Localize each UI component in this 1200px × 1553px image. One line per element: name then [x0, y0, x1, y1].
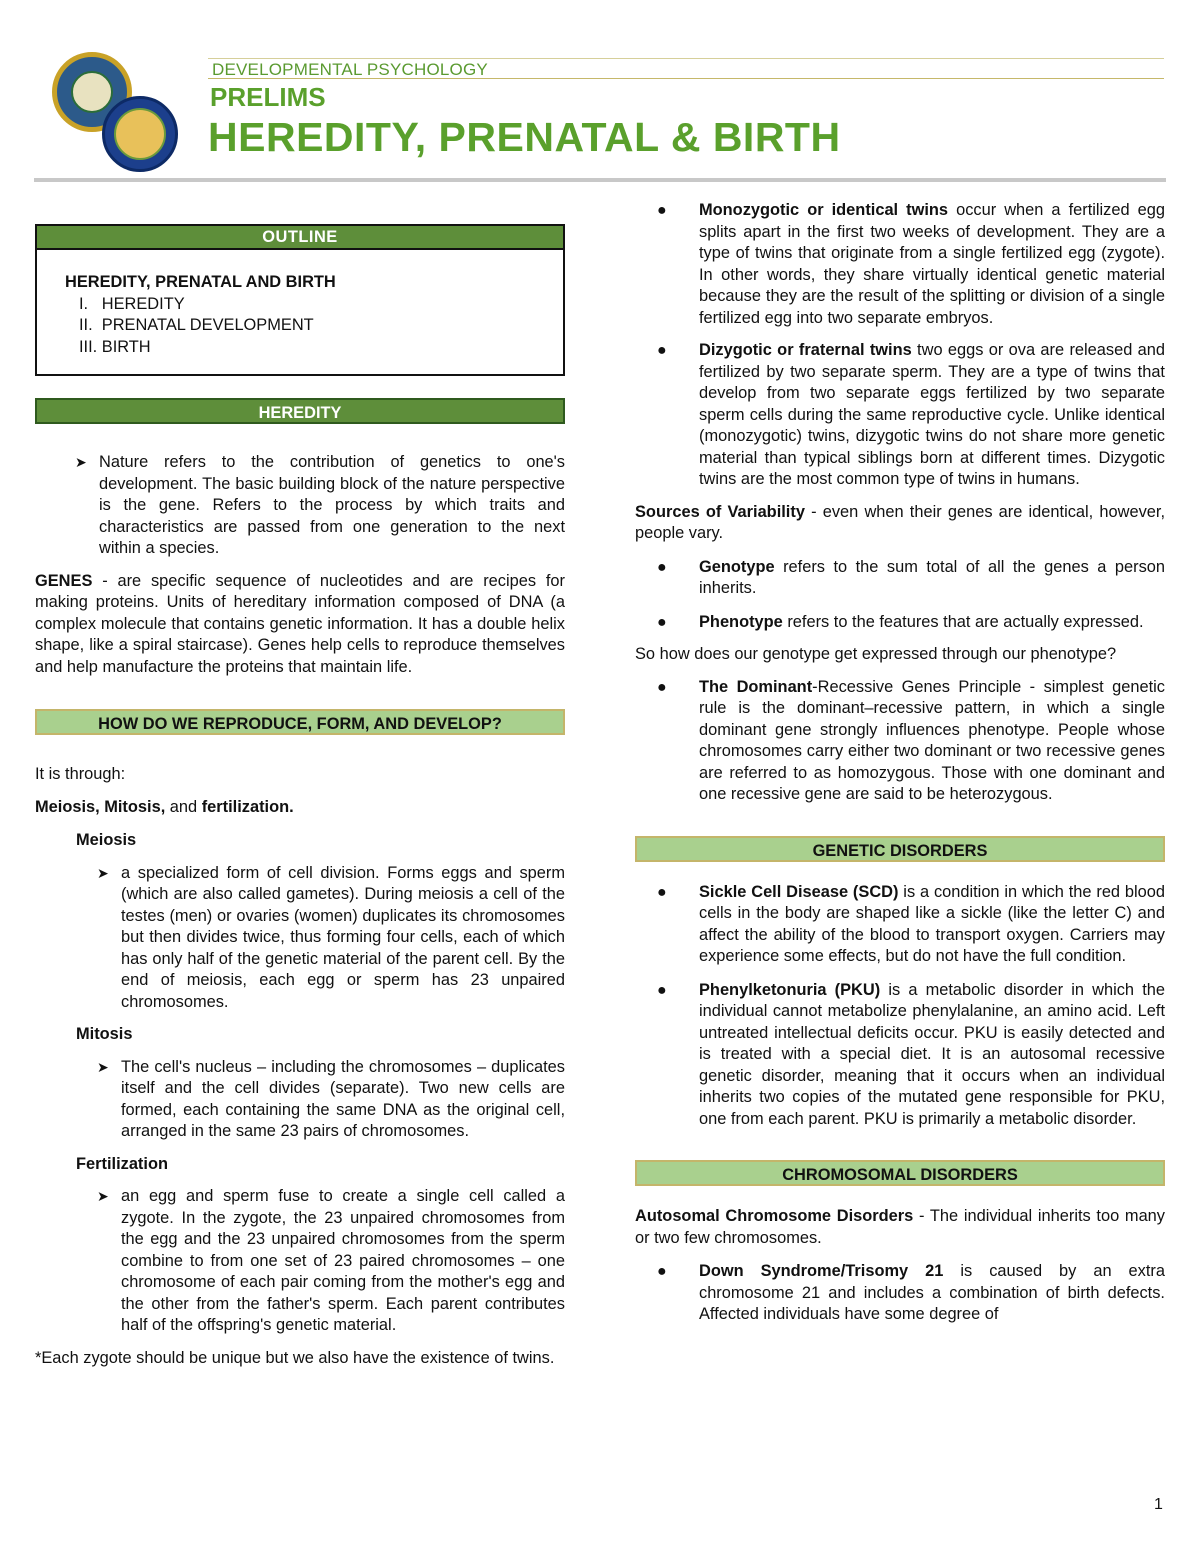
fertilization-heading: Fertilization — [76, 1154, 168, 1173]
bullet-dot-icon: ● — [657, 202, 667, 219]
bullet-dot-icon: ● — [657, 1263, 667, 1280]
autosomal-paragraph: Autosomal Chromosome Disorders - The individual inherits too many or two few chromosomes. — [635, 1207, 1165, 1247]
course-underline — [208, 78, 1164, 79]
term-label: PRELIMS — [210, 82, 326, 112]
down-syndrome-item: ● Down Syndrome/Trisomy 21 is caused by an extra chromosome 21 and includes a combination of birth defects. Affected individuals have some degree of — [657, 1262, 1165, 1323]
fertilization-paragraph: ➤ an egg and sperm fuse to create a single cell called a zygote. In the zygote, the 23 unpaired chromosomes from the egg and the 23 unpaired chromosomes from the sperm combine to from one set of 23 paired chromosomes – one chromosome of each pair coming from the mother's egg and the other from the father's sperm. Each parent contributes half of the offspring's genetic material. — [97, 1187, 565, 1334]
outline-item: I. HEREDITY — [79, 294, 185, 313]
scd-item: ● Sickle Cell Disease (SCD) is a condition in which the red blood cells in the body are shaped like a sickle (like the letter C) and affect the ability of the blood to transport oxygen. Carriers may experience some effects, but do not have the full condition. — [657, 882, 1165, 965]
variability-paragraph: Sources of Variability - even when their genes are identical, however, people vary. — [635, 502, 1166, 542]
meiosis-heading: Meiosis — [76, 831, 137, 849]
bullet-dot-icon: ● — [657, 883, 667, 901]
outline-item: III. BIRTH — [79, 337, 151, 356]
arrow-bullet-icon: ➤ — [97, 1188, 109, 1204]
section-heading-reproduce: HOW DO WE REPRODUCE, FORM, AND DEVELOP? — [35, 709, 565, 735]
dizygotic-item: ● Dizygotic or fraternal twins two eggs or ova are released and fertilized by two separate sperm. They are a type of twins that develop from two separate eggs fertilized by two separate sperm cells during the same reproductive cycle. Unlike identical (monozygotic) twins, dizygotic twins do not share more genetic material than typical siblings born at different times. Dizygotic twins are the most common type of twins in humans. — [657, 341, 1165, 488]
processes-line: Meiosis, Mitosis, and fertilization. — [35, 797, 294, 816]
genes-paragraph: GENES - are specific sequence of nucleotides and are recipes for making proteins. Units of hereditary information composed of DNA (a complex molecule that contains genetic information. It has a double helix shape, like a spiral staircase). Genes help cells to reproduce themselves and help manufacture the proteins that maintain life. — [35, 571, 565, 676]
right-column — [635, 200, 1165, 1326]
phenotype-item: ● Phenotype refers to the features that are actually expressed. — [635, 612, 1165, 634]
page-number: 1 — [1154, 1496, 1163, 1513]
outline-box — [35, 224, 565, 376]
mitosis-heading: Mitosis — [76, 1025, 133, 1043]
course-name: DEVELOPMENTAL PSYCHOLOGY — [212, 60, 488, 79]
mitosis-paragraph: ➤ The cell's nucleus – including the chromosomes – duplicates itself and the cell divides (separate). Two new cells are formed, each containing the same DNA as the original cell, arranged in the same 23 pairs of chromosomes. — [97, 1057, 565, 1140]
arrow-bullet-icon: ➤ — [97, 864, 109, 881]
arrow-bullet-icon: ➤ — [97, 1058, 109, 1075]
header-divider — [34, 178, 1166, 182]
page-title: HEREDITY, PRENATAL & BIRTH — [208, 114, 841, 160]
outline-header: OUTLINE — [37, 226, 563, 250]
left-column — [35, 200, 565, 1369]
section-heading-genetic-disorders: GENETIC DISORDERS — [635, 836, 1165, 862]
arrow-bullet-icon: ➤ — [75, 454, 87, 470]
meiosis-paragraph: ➤ a specialized form of cell division. Forms eggs and sperm (which are also called gametes). During meiosis a cell of the testes (men) or ovaries (women) duplicates its chromosomes but then divides twice, thus forming four cells, each of which has only half of the genetic material of the parent cell. By the end of meiosis, each egg or sperm has 23 unpaired chromosomes. — [97, 863, 565, 1011]
school-logos — [52, 52, 182, 172]
bullet-dot-icon: ● — [657, 613, 667, 631]
nature-paragraph: ➤ Nature refers to the contribution of genetics to one's development. The basic building block of the nature perspective is the gene. Refers to the process by which traits and characteristics are passed from one generation to the next within a species. — [75, 453, 565, 557]
intro-text: It is through: — [35, 765, 126, 783]
genotype-item: ● Genotype refers to the sum total of all the genes a person inherits. — [657, 557, 1165, 597]
genotype-question: So how does our genotype get expressed through our phenotype? — [635, 645, 1117, 663]
outline-body — [37, 250, 563, 358]
twins-note: *Each zygote should be unique but we also have the existence of twins. — [35, 1348, 555, 1367]
header-top-rule — [208, 58, 1164, 59]
monozygotic-item: ● Monozygotic or identical twins occur when a fertilized egg splits apart in the first two weeks of development. They are a type of twins that originate from a single fertilized egg (zygote). In other words, they share virtually identical genetic material because they are the result of the splitting or division of a single fertilized egg into two separate embryos. — [657, 201, 1165, 327]
dominant-recessive-item: ● The Dominant-Recessive Genes Principle - simplest genetic rule is the dominant–recessive pattern, in which a single dominant gene strongly influences phenotype. People whose chromosomes carry either two dominant or two recessive genes are referred to as homozygous. Those with one dominant and one recessive gene are said to be heterozygous. — [657, 677, 1165, 803]
bullet-dot-icon: ● — [657, 981, 667, 999]
department-seal-icon — [102, 96, 178, 172]
bullet-dot-icon: ● — [657, 558, 667, 576]
bullet-dot-icon: ● — [657, 678, 667, 696]
section-heading-heredity: HEREDITY — [35, 398, 565, 424]
outline-heading: HEREDITY, PRENATAL AND BIRTH — [65, 273, 336, 291]
bullet-dot-icon: ● — [657, 342, 667, 359]
outline-item: II. PRENATAL DEVELOPMENT — [79, 316, 314, 334]
pku-item: ● Phenylketonuria (PKU) is a metabolic disorder in which the individual cannot metabolize phenylalanine, an amino acid. Left untreated intellectual deficits occur. PKU is easily detected and is treated with a special diet. It is an autosomal recessive genetic disorder, meaning that it occurs when an individual inherits two copies of the mutated gene responsible for PKU, one from each parent. PKU is primarily a metabolic disorder. — [657, 980, 1165, 1128]
section-heading-chromosomal-disorders: CHROMOSOMAL DISORDERS — [635, 1160, 1165, 1186]
